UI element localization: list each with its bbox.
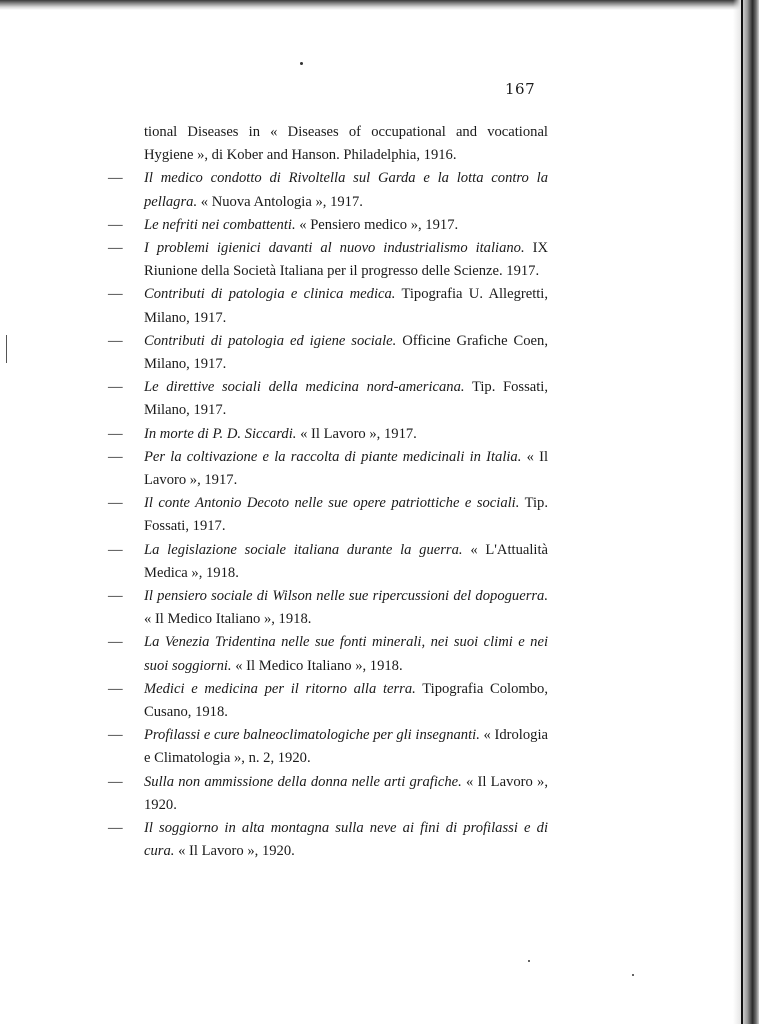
list-item: [108, 423, 548, 446]
list-item: [108, 724, 548, 770]
entry-source: « Il Lavoro », 1920.: [144, 773, 548, 813]
entry-source: « Nuova Antologia », 1917.: [200, 193, 363, 210]
speck: [300, 62, 303, 65]
entry-source: « Il Lavoro », 1917.: [300, 425, 417, 442]
entry-title: Per la coltivazione e la raccolta di piante medicinali in Italia.: [144, 448, 522, 465]
entry-dash: —: [108, 170, 123, 187]
continuation-text: tional Diseases in « Diseases of occupational and vocational Hygiene », di Kober and Hanson. Philadelphia, 1916.: [144, 124, 548, 164]
entry-dash: —: [108, 379, 123, 396]
entry-source: Tipografia U. Allegretti, Milano, 1917.: [144, 286, 549, 326]
scan-top-edge: [0, 0, 759, 10]
entry-title: Il conte Antonio Decoto nelle sue opere patriottiche e sociali.: [144, 495, 520, 512]
speck: [632, 974, 634, 976]
list-item: [108, 492, 548, 538]
entry-dash: —: [108, 541, 123, 558]
page-number: 167: [505, 80, 536, 98]
list-item: [108, 446, 548, 492]
entry-title: Contributi di patologia e clinica medica.: [144, 286, 396, 303]
entry-title: Profilassi e cure balneoclimatologiche per gli insegnanti.: [144, 727, 480, 744]
entry-title: Il medico condotto di Rivoltella sul Garda e la lotta contro la pellagra.: [144, 170, 548, 210]
entry-source: « Il Medico Italiano », 1918.: [144, 611, 312, 628]
entry-title: Contributi di patologia ed igiene sociale.: [144, 332, 397, 349]
entry-dash: —: [108, 495, 123, 512]
entry-source: Tip. Fossati, Milano, 1917.: [144, 379, 549, 419]
entry-source: IX Riunione della Società Italiana per il progresso delle Scienze. 1917.: [144, 240, 548, 280]
entry-dash: —: [108, 588, 123, 605]
entry-dash: —: [108, 216, 123, 233]
scan-left-mark: [0, 335, 7, 363]
entry-title: Il soggiorno in alta montagna sulla neve ai fini di profilassi e di cura.: [144, 820, 548, 860]
entry-title: Sulla non ammissione della donna nelle arti grafiche.: [144, 773, 462, 790]
bibliography-list: [108, 121, 548, 864]
entry-title: Il pensiero sociale di Wilson nelle sue ripercussioni del dopoguerra.: [144, 588, 548, 605]
entry-dash: —: [108, 820, 123, 837]
entry-dash: —: [108, 448, 123, 465]
entry-source: « Pensiero medico », 1917.: [299, 216, 459, 233]
entry-title: La legislazione sociale italiana durante la guerra.: [144, 541, 463, 558]
list-item: [108, 237, 548, 283]
entry-dash: —: [108, 425, 123, 442]
entry-title: La Venezia Tridentina nelle sue fonti minerali, nei suoi climi e nei suoi soggiorni.: [144, 634, 548, 674]
list-item: [108, 771, 548, 817]
entry-title: I problemi igienici davanti al nuovo industrialismo italiano.: [144, 240, 525, 257]
continuation-entry: [108, 121, 548, 167]
entry-dash: —: [108, 773, 123, 790]
list-item: [108, 585, 548, 631]
entry-dash: —: [108, 634, 123, 651]
entry-dash: —: [108, 680, 123, 697]
list-item: [108, 539, 548, 585]
list-item: [108, 817, 548, 863]
entry-dash: —: [108, 240, 123, 257]
list-item: [108, 631, 548, 677]
list-item: [108, 376, 548, 422]
entry-source: Officine Grafiche Coen, Milano, 1917.: [144, 332, 548, 373]
entry-title: In morte di P. D. Siccardi.: [144, 425, 297, 442]
entry-source: Tip. Fossati, 1917.: [144, 495, 548, 535]
entry-source: « Idrologia e Climatologia », n. 2, 1920.: [144, 727, 548, 767]
scan-binding-line: [741, 0, 743, 1024]
entry-title: Medici e medicina per il ritorno alla terra.: [144, 680, 416, 697]
list-item: [108, 283, 548, 329]
entry-dash: —: [108, 286, 123, 303]
entry-source: « Il Lavoro », 1920.: [178, 843, 295, 860]
list-item: [108, 678, 548, 724]
speck: [528, 960, 530, 962]
list-item: [108, 330, 548, 376]
entry-dash: —: [108, 727, 123, 744]
list-item: [108, 214, 548, 237]
entry-source: « Il Medico Italiano », 1918.: [235, 657, 403, 674]
entry-source: Tipografia Colombo, Cusano, 1918.: [144, 680, 548, 721]
entry-title: Le nefriti nei combattenti.: [144, 216, 296, 233]
entry-title: Le direttive sociali della medicina nord-americana.: [144, 379, 465, 396]
list-item: [108, 167, 548, 213]
entry-source: « L'Attualità Medica », 1918.: [144, 541, 548, 581]
entry-source: « Il Lavoro », 1917.: [144, 448, 548, 489]
scan-right-edge: [733, 0, 759, 1024]
entry-dash: —: [108, 332, 123, 349]
